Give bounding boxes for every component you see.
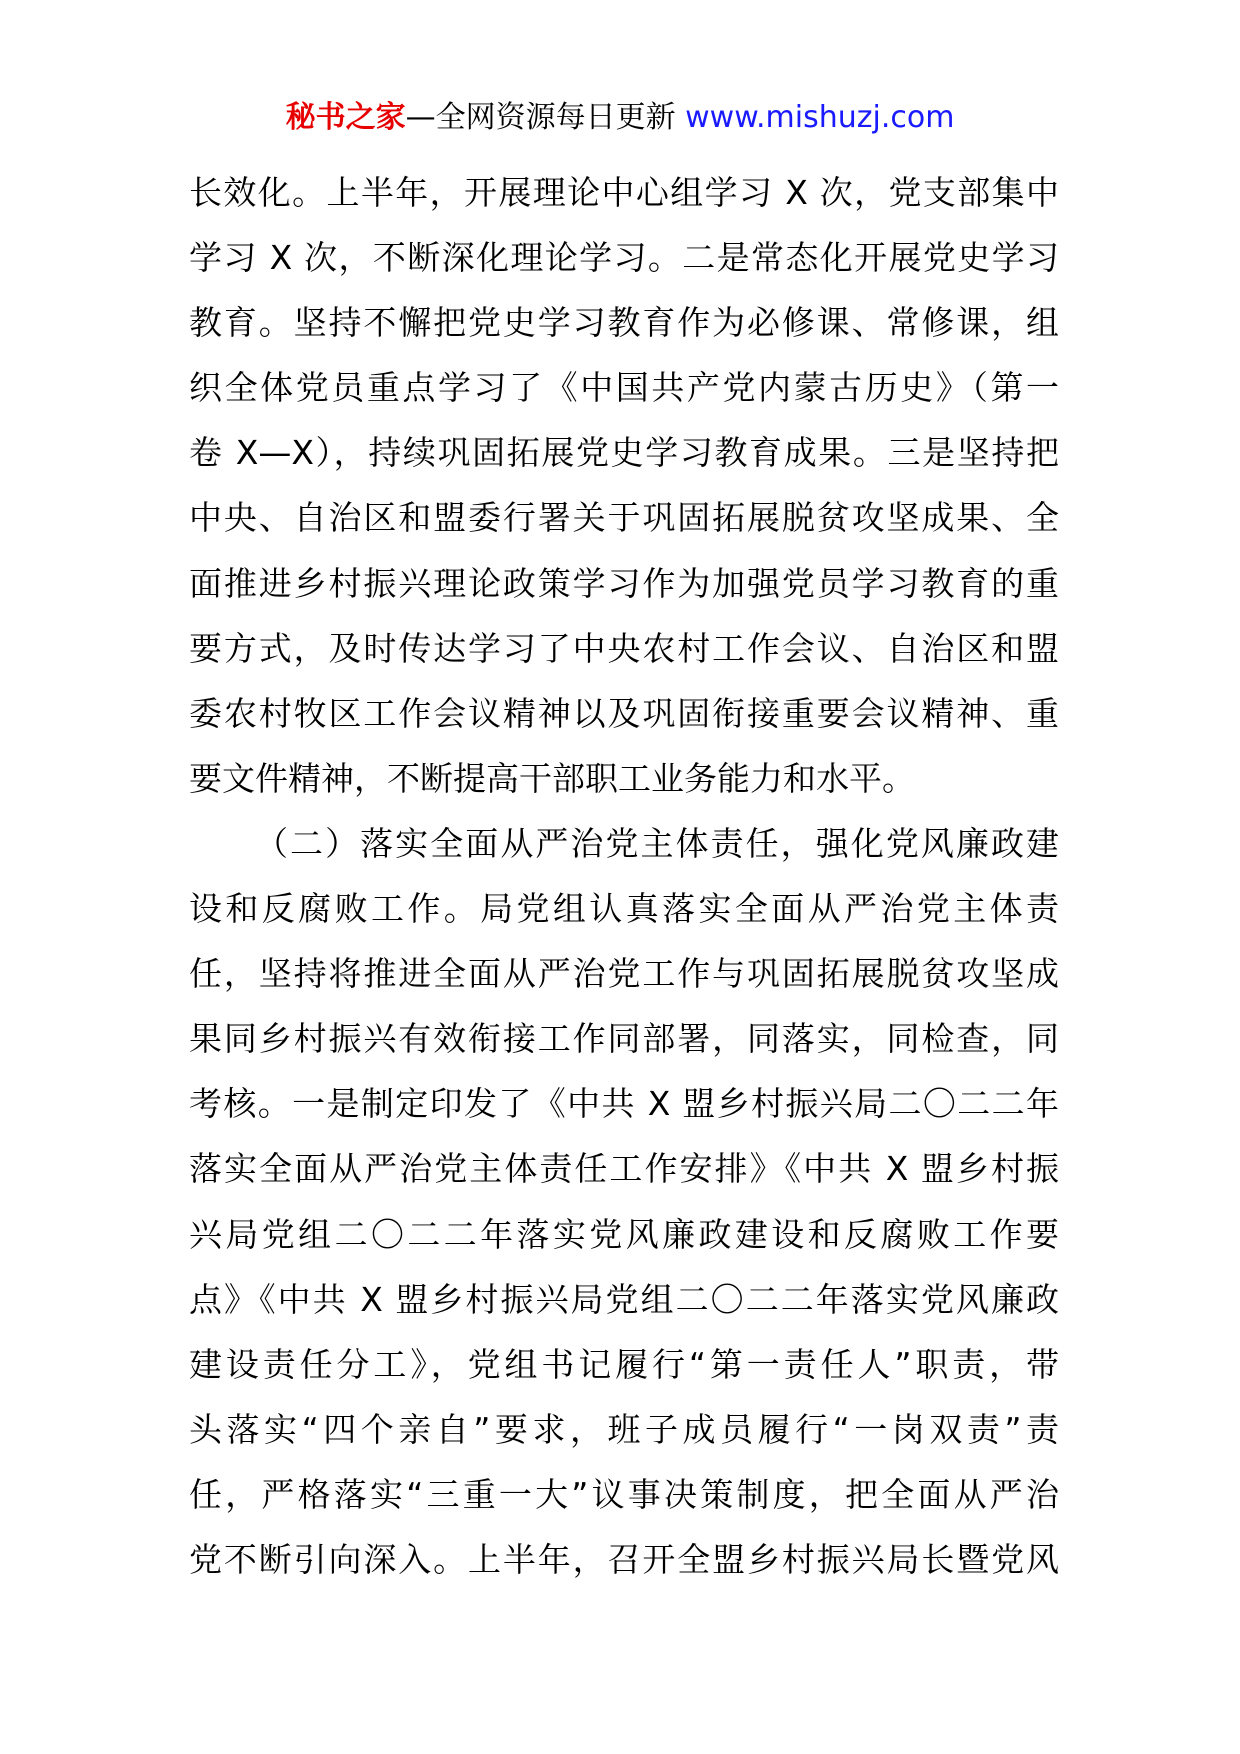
text-line: 考核。一是制定印发了《中共 X 盟乡村振兴局二〇二二年 [189,1084,1059,1124]
site-url[interactable]: www.mishuzj.com [685,100,955,135]
text-line: 教育。坚持不懈把党史学习教育作为必修课、常修课，组 [189,303,1059,343]
text-line: 点》《中共 X 盟乡村振兴局党组二〇二二年落实党风廉政 [189,1279,1059,1319]
text-line: 果同乡村振兴有效衔接工作同部署，同落实，同检查，同 [189,1019,1059,1059]
text-line: 织全体党员重点学习了《中国共产党内蒙古历史》（第一 [189,368,1059,408]
text-line: 长效化。上半年，开展理论中心组学习 X 次，党支部集中 [189,173,1059,212]
text-line: 中央、自治区和盟委行署关于巩固拓展脱贫攻坚成果、全 [189,498,1059,538]
text-line: 建设责任分工》，党组书记履行“第一责任人”职责，带 [189,1344,1059,1384]
text-line: 党不断引向深入。上半年，召开全盟乡村振兴局长暨党风 [189,1539,1059,1579]
text-line: 头落实“四个亲自”要求，班子成员履行“一岗双责”责 [189,1409,1059,1449]
text-line: 落实全面从严治党主体责任工作安排》《中共 X 盟乡村振 [189,1149,1059,1189]
site-slogan: —全网资源每日更新 [405,100,676,135]
text-line: 设和反腐败工作。局党组认真落实全面从严治党主体责 [189,889,1059,929]
text-line: 任，坚持将推进全面从严治党工作与巩固拓展脱贫攻坚成 [189,954,1059,994]
section-heading-line: （二）落实全面从严治党主体责任，强化党风廉政建 [255,823,1059,863]
text-line: 兴局党组二〇二二年落实党风廉政建设和反腐败工作要 [189,1214,1059,1254]
site-brand: 秘书之家 [285,100,406,135]
page-header [0,96,1240,140]
text-line: 要方式，及时传达学习了中央农村工作会议、自治区和盟 [189,628,1059,668]
text-line: 面推进乡村振兴理论政策学习作为加强党员学习教育的重 [189,563,1059,603]
text-line: 学习 X 次，不断深化理论学习。二是常态化开展党史学习 [189,238,1059,278]
text-line: 要文件精神，不断提高干部职工业务能力和水平。 [189,758,915,798]
text-line: 委农村牧区工作会议精神以及巩固衔接重要会议精神、重 [189,693,1059,733]
document-body [189,160,1059,1592]
text-line: 任，严格落实“三重一大”议事决策制度，把全面从严治 [189,1474,1059,1514]
text-line: 卷 X—X），持续巩固拓展党史学习教育成果。三是坚持把 [189,433,1059,473]
